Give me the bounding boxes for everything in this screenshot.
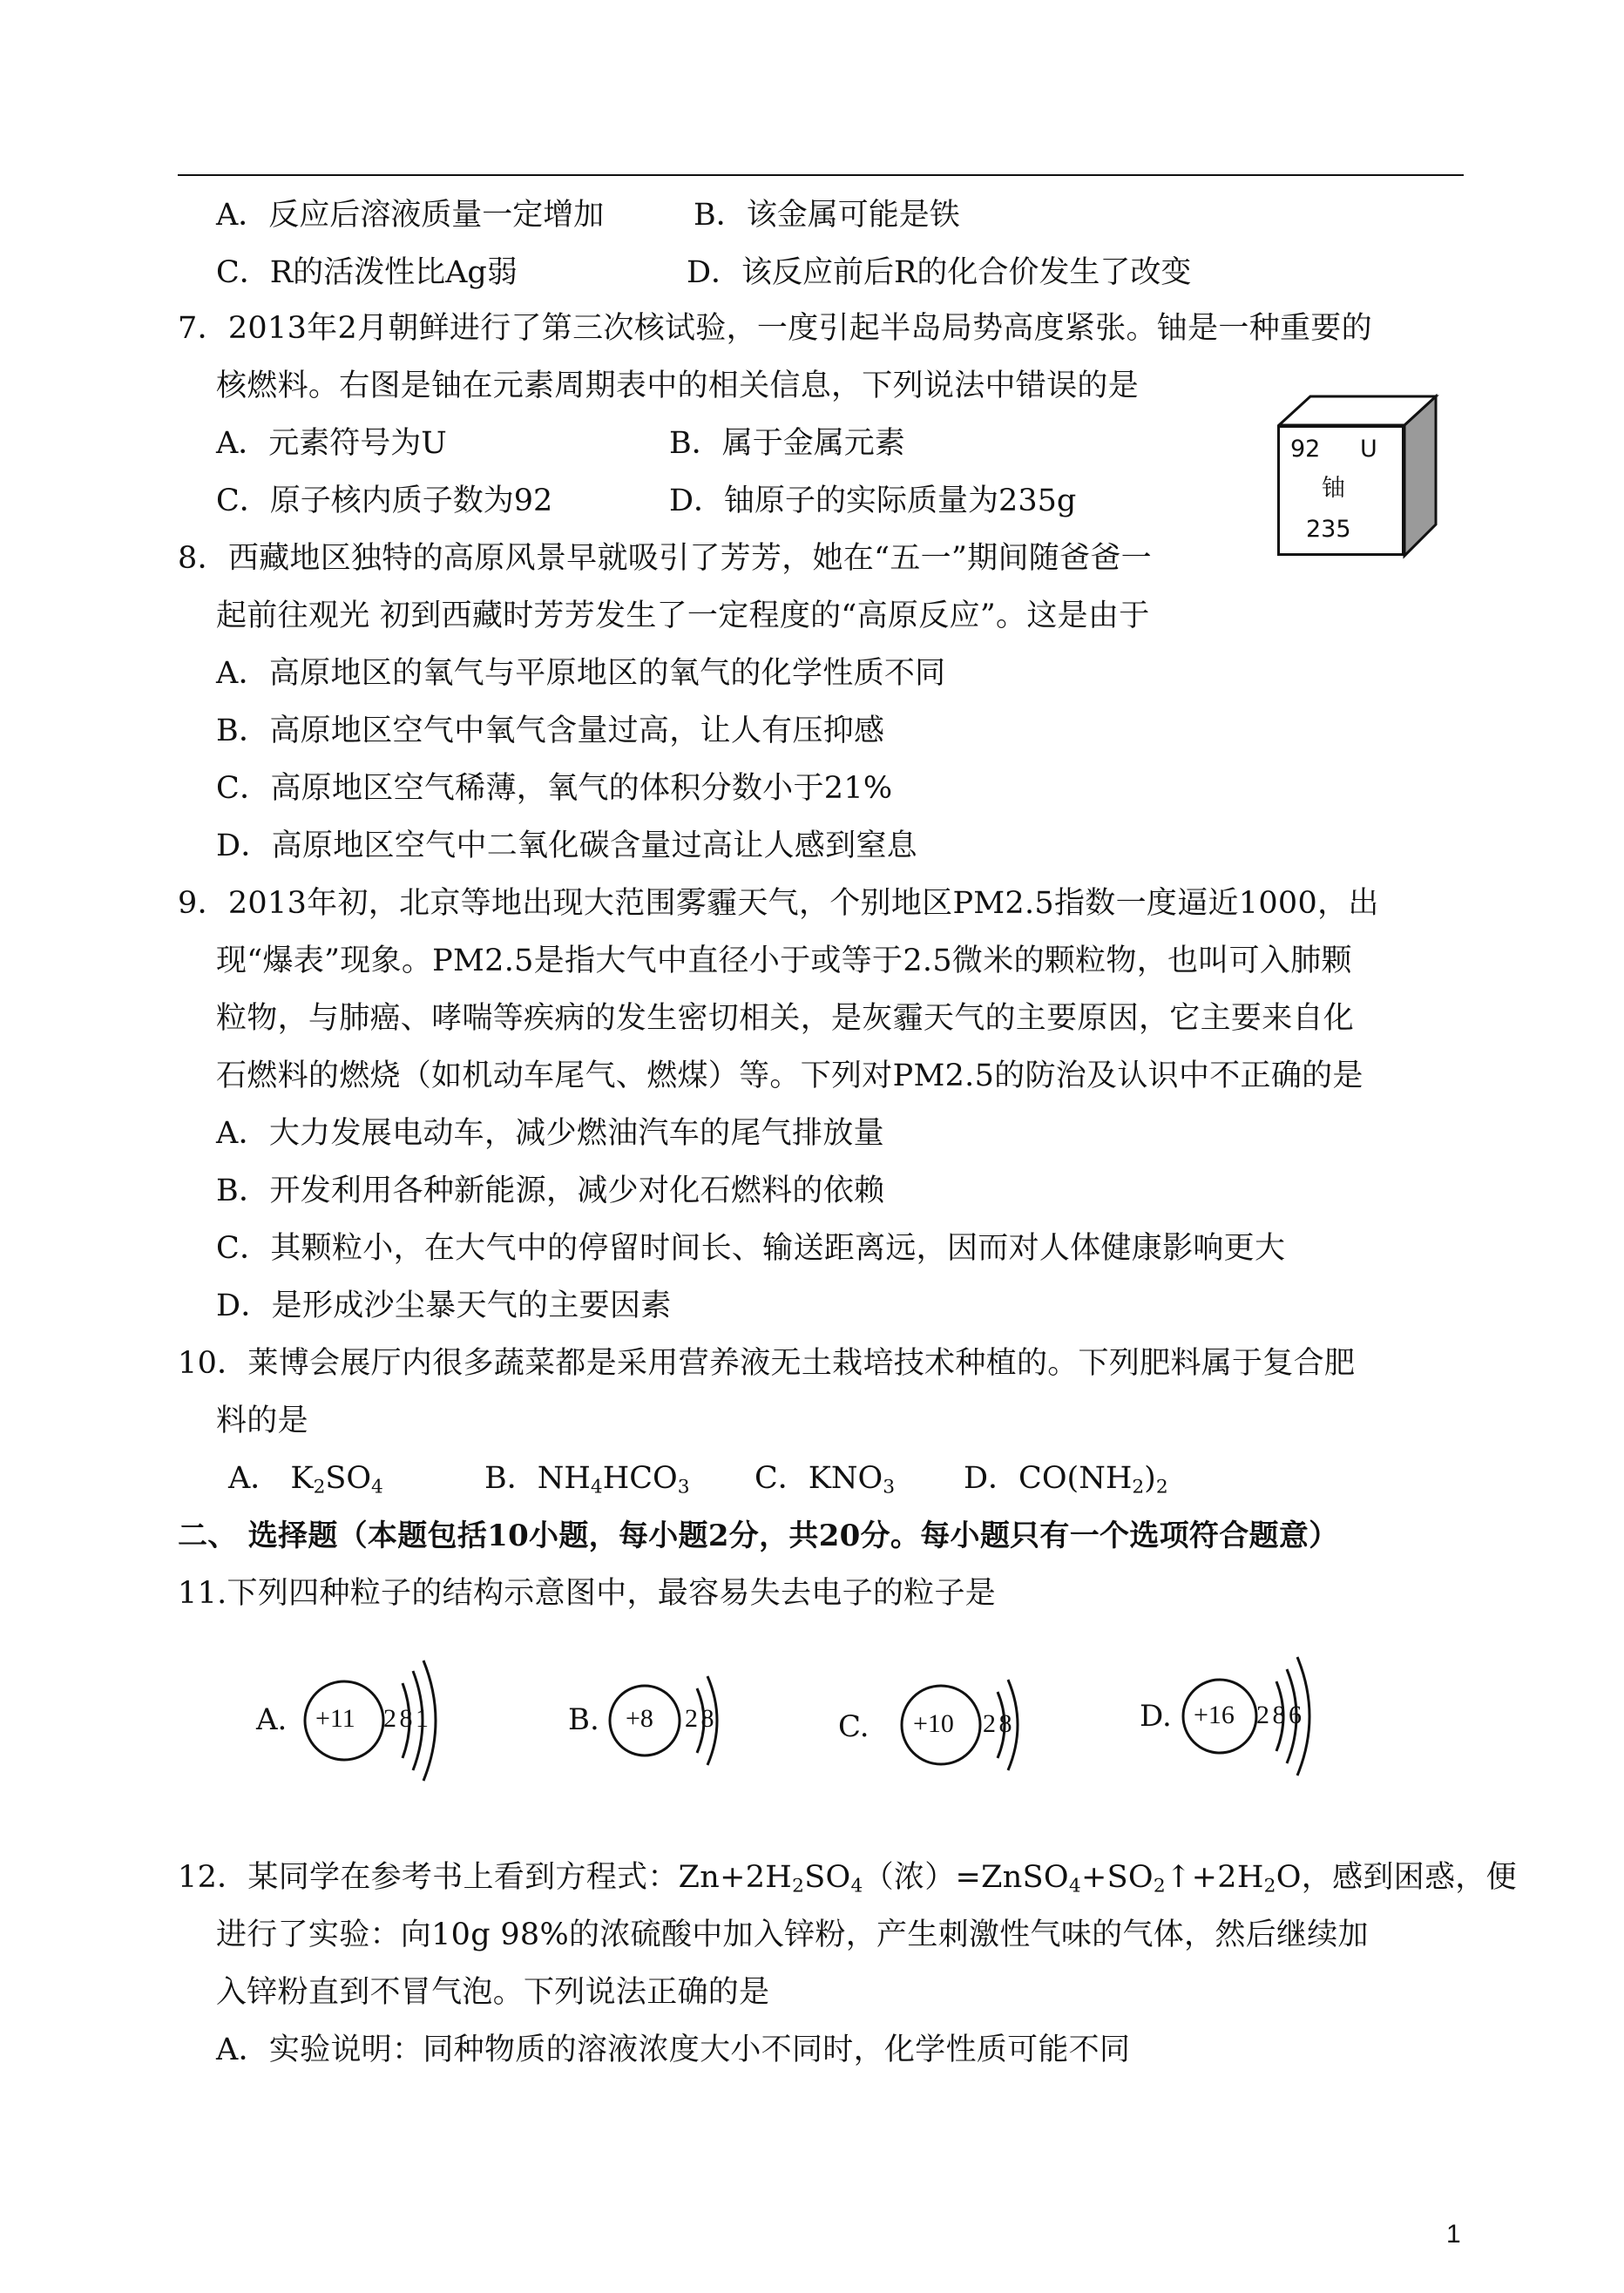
atom-diagram-c (838, 1638, 1115, 1795)
q8-option-b: B．高原地区空气中氧气含量过高，让人有压抑感 (216, 714, 885, 748)
atom-a-electrons: 2 8 1 (383, 1704, 427, 1733)
atom-structure-diagrams (253, 1638, 1385, 1795)
q9-stem-line2: 现“爆表”现象。PM2.5是指大气中直径小于或等于2.5微米的颗粒物，也叫可入肺颗 (216, 944, 1352, 978)
q12-stem-line3: 入锌粉直到不冒气泡。下列说法正确的是 (216, 1975, 770, 2010)
atom-c-label: C. (838, 1709, 870, 1744)
atom-d-label: D. (1140, 1699, 1172, 1734)
q7-stem-line2: 核燃料。右图是铀在元素周期表中的相关信息，下列说法中错误的是 (216, 369, 1140, 403)
q10-stem-line2: 料的是 (216, 1404, 308, 1438)
q10-b-sub2: 3 (677, 1476, 690, 1498)
q9-option-c: C．其颗粒小，在大气中的停留时间长、输送距离远，因而对人体健康影响更大 (216, 1231, 1286, 1266)
q9-option-a: A．大力发展电动车，减少燃油汽车的尾气排放量 (216, 1116, 884, 1151)
atom-d-charge: +16 (1194, 1701, 1235, 1729)
q12-eq-sub3: 4 (1068, 1875, 1081, 1897)
q8-stem-line1: 8．西藏地区独特的高原风景早就吸引了芳芳，她在“五一”期间随爸爸一 (178, 541, 1152, 576)
q10-b-sub1: 4 (590, 1476, 603, 1498)
q10-d-sub1: 2 (1132, 1476, 1145, 1498)
q10-a-text: A． K (228, 1461, 314, 1496)
atom-d-electrons: 2 8 6 (1256, 1701, 1300, 1729)
q12-eq-part2: SO (804, 1860, 851, 1895)
element-box-front (1277, 425, 1404, 556)
q9-stem-line3: 粒物，与肺癌、哮喘等疾病的发生密切相关，是灰霾天气的主要原因，它主要来自化 (216, 1001, 1355, 1036)
q7-option-b: B．属于金属元素 (669, 426, 905, 461)
q10-c-sub1: 3 (883, 1476, 896, 1498)
atomic-number: 92 (1290, 436, 1321, 463)
atom-b-charge: +8 (626, 1704, 653, 1733)
q8-stem-line2: 起前往观光 初到西藏时芳芳发生了一定程度的“高原反应”。这是由于 (216, 599, 1150, 633)
q6-option-d: D．该反应前后R的化合价发生了改变 (687, 255, 1192, 290)
q12-eq-part5: ↑+2H (1166, 1860, 1264, 1895)
q8-option-c: C．高原地区空气稀薄，氧气的体积分数小于21% (216, 771, 893, 806)
section-2-heading: 二、 选择题（本题包括10小题，每小题2分，共20分。每小题只有一个选项符合题意） (178, 1519, 1339, 1553)
header-rule (178, 174, 1464, 176)
atom-a-label: A. (256, 1702, 288, 1737)
q12-eq-part1: 12．某同学在参考书上看到方程式：Zn+2H (178, 1860, 793, 1895)
q10-a-mid: SO (325, 1461, 372, 1496)
q12-eq-part6: O，感到困惑，便 (1276, 1860, 1517, 1895)
atom-b-electrons: 2 8 (685, 1704, 713, 1733)
q9-stem-line1: 9．2013年初，北京等地出现大范围雾霾天气，个别地区PM2.5指数一度逼近1000，出 (178, 886, 1379, 921)
q10-b-mid: HCO (602, 1461, 678, 1496)
atomic-mass: 235 (1306, 516, 1351, 543)
atom-c-electrons: 2 8 (983, 1709, 1011, 1738)
atom-c-charge: +10 (913, 1709, 954, 1738)
q10-d-text: D．CO(NH (964, 1461, 1133, 1496)
q9-option-b: B．开发利用各种新能源，减少对化石燃料的依赖 (216, 1174, 885, 1208)
q7-option-d: D．铀原子的实际质量为235g (669, 484, 1077, 518)
q7-option-a: A．元素符号为U (216, 426, 447, 461)
q10-d-mid: ) (1144, 1461, 1156, 1496)
q10-b-text: B．NH (484, 1461, 591, 1496)
q11-stem-line1: 11.下列四种粒子的结构示意图中，最容易失去电子的粒子是 (178, 1576, 997, 1611)
q10-stem-line1: 10．莱博会展厅内很多蔬菜都是采用营养液无土栽培技术种植的。下列肥料属于复合肥 (178, 1346, 1356, 1381)
q10-a-sub1: 2 (313, 1476, 326, 1498)
element-name: 铀 (1322, 475, 1345, 502)
q12-stem-line2: 进行了实验：向10g 98%的浓硫酸中加入锌粉，产生刺激性气味的气体，然后继续加 (216, 1918, 1369, 1952)
atom-b-label: B. (568, 1702, 599, 1737)
q10-option-b (484, 1457, 690, 1500)
q12-eq-part4: +SO (1081, 1860, 1154, 1895)
atom-a-charge: +11 (315, 1704, 355, 1733)
page-number: 1 (1446, 2220, 1461, 2249)
q9-option-d: D．是形成沙尘暴天气的主要因素 (216, 1289, 672, 1323)
atom-diagram-b (568, 1638, 836, 1795)
q10-option-d (964, 1457, 1168, 1500)
q12-stem-line1 (178, 1856, 1517, 1899)
atom-diagram-a (253, 1638, 514, 1795)
q10-option-a (228, 1457, 383, 1500)
atom-diagram-d (1140, 1638, 1411, 1795)
q10-a-sub2: 4 (371, 1476, 383, 1498)
q12-eq-sub4: 2 (1153, 1875, 1167, 1897)
q6-option-b: B．该金属可能是铁 (694, 198, 960, 233)
q12-eq-sub1: 2 (792, 1875, 805, 1897)
q6-option-a: A．反应后溶液质量一定增加 (216, 198, 605, 233)
q12-eq-part3: （浓）=ZnSO (863, 1860, 1069, 1895)
q8-option-d: D．高原地区空气中二氧化碳含量过高让人感到窒息 (216, 829, 917, 863)
uranium-element-box (1277, 394, 1443, 561)
q10-option-c (754, 1457, 895, 1500)
q12-option-a: A．实验说明：同种物质的溶液浓度大小不同时，化学性质可能不同 (216, 2033, 1131, 2067)
q7-option-c: C．原子核内质子数为92 (216, 484, 553, 518)
q6-option-c: C．R的活泼性比Ag弱 (216, 255, 518, 290)
q10-c-text: C．KNO (754, 1461, 883, 1496)
q10-d-sub2: 2 (1155, 1476, 1168, 1498)
q12-eq-sub2: 4 (850, 1875, 863, 1897)
q7-stem-line1: 7．2013年2月朝鲜进行了第三次核试验，一度引起半岛局势高度紧张。铀是一种重要的 (178, 311, 1372, 346)
element-symbol: U (1360, 436, 1377, 463)
q8-option-a: A．高原地区的氧气与平原地区的氧气的化学性质不同 (216, 656, 946, 691)
q9-stem-line4: 石燃料的燃烧（如机动车尾气、燃煤）等。下列对PM2.5的防治及认识中不正确的是 (216, 1059, 1363, 1093)
q12-eq-sub5: 2 (1263, 1875, 1276, 1897)
